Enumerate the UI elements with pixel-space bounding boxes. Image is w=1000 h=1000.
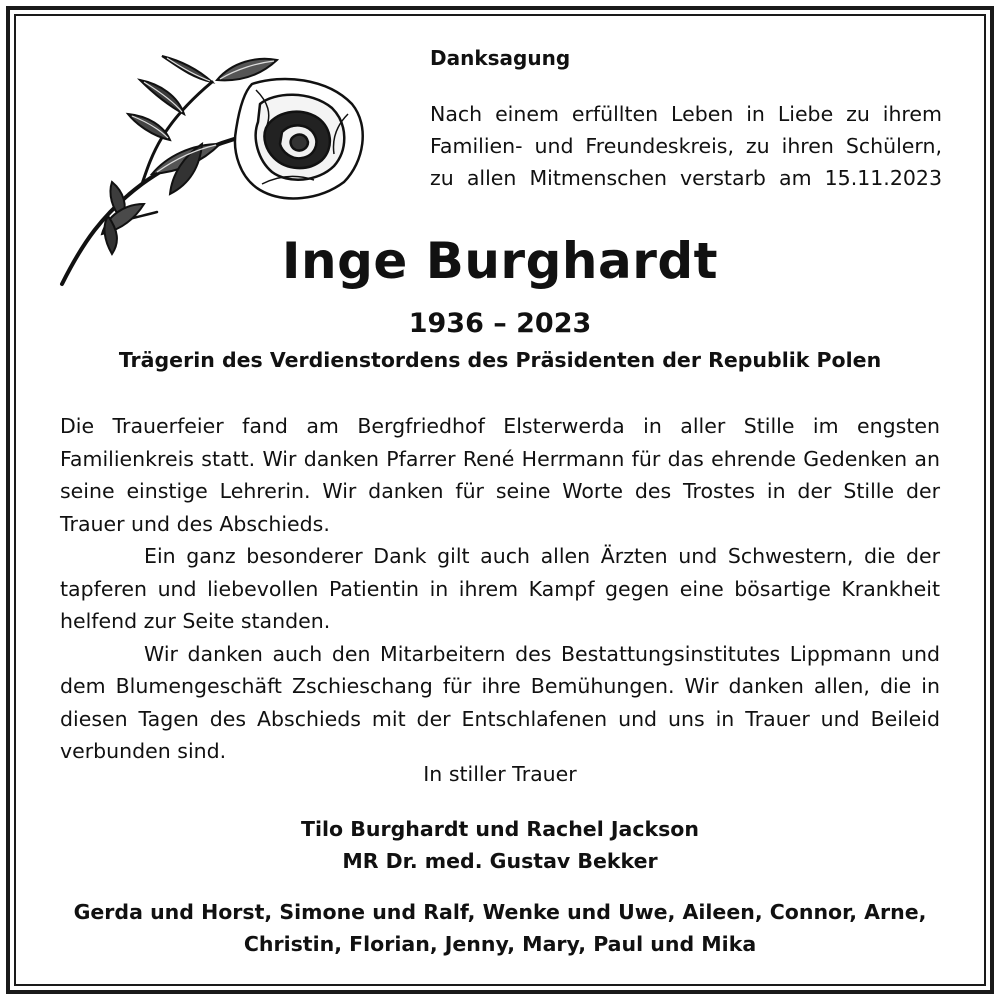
intro-line: Nach einem erfüllten Leben in Liebe zu ihrem bbox=[430, 102, 942, 126]
body-paragraph: Die Trauerfeier fand am Bergfriedhof Elsterwerda in aller Stille im engsten Familienkreis statt. Wir danken Pfarrer René Herrmann für das ehrende Gedenken an seine einstige Lehrerin. Wir danken für seine Worte des Trostes in der Stille der Trauer und des Abschieds. bbox=[60, 414, 940, 536]
closing-phrase bbox=[0, 762, 1000, 786]
life-years: 1936 – 2023 bbox=[408, 308, 592, 339]
family-names: Gerda und Horst, Simone und Ralf, Wenke und Uwe, Aileen, Connor, Arne, Christin, Florian, Jenny, Mary, Paul und Mika bbox=[73, 900, 927, 956]
signer-line: Tilo Burghardt und Rachel Jackson bbox=[301, 817, 699, 841]
intro-line: Familien- und Freundeskreis, zu ihren Schülern, bbox=[430, 134, 942, 158]
deceased-name: Inge Burghardt bbox=[281, 232, 719, 290]
honor-line: Trägerin des Verdienstordens des Präsidenten der Republik Polen bbox=[118, 348, 882, 372]
body-paragraph: Ein ganz besonderer Dank gilt auch allen Ärzten und Schwestern, die der tapferen und liebevollen Patientin in ihrem Kampf gegen eine bösartige Krankheit helfend zur Seite standen. bbox=[60, 544, 940, 633]
intro-line: zu allen Mitmenschen verstarb am 15.11.2023 bbox=[430, 166, 942, 190]
intro-text bbox=[430, 98, 942, 194]
body-paragraph: Wir danken auch den Mitarbeitern des Bestattungsinstitutes Lippmann und dem Blumengeschäft Zschieschang für ihre Bemühungen. Wir danken allen, die in diesen Tagen des Abschieds mit der Entschlafenen und uns in Trauer und Beileid verbunden sind. bbox=[60, 641, 940, 763]
danksagung-heading: Danksagung bbox=[430, 46, 571, 70]
closing-text: In stiller Trauer bbox=[423, 762, 577, 786]
signer-line: MR Dr. med. Gustav Bekker bbox=[342, 849, 658, 873]
signers bbox=[0, 813, 1000, 877]
body-text bbox=[60, 410, 940, 768]
